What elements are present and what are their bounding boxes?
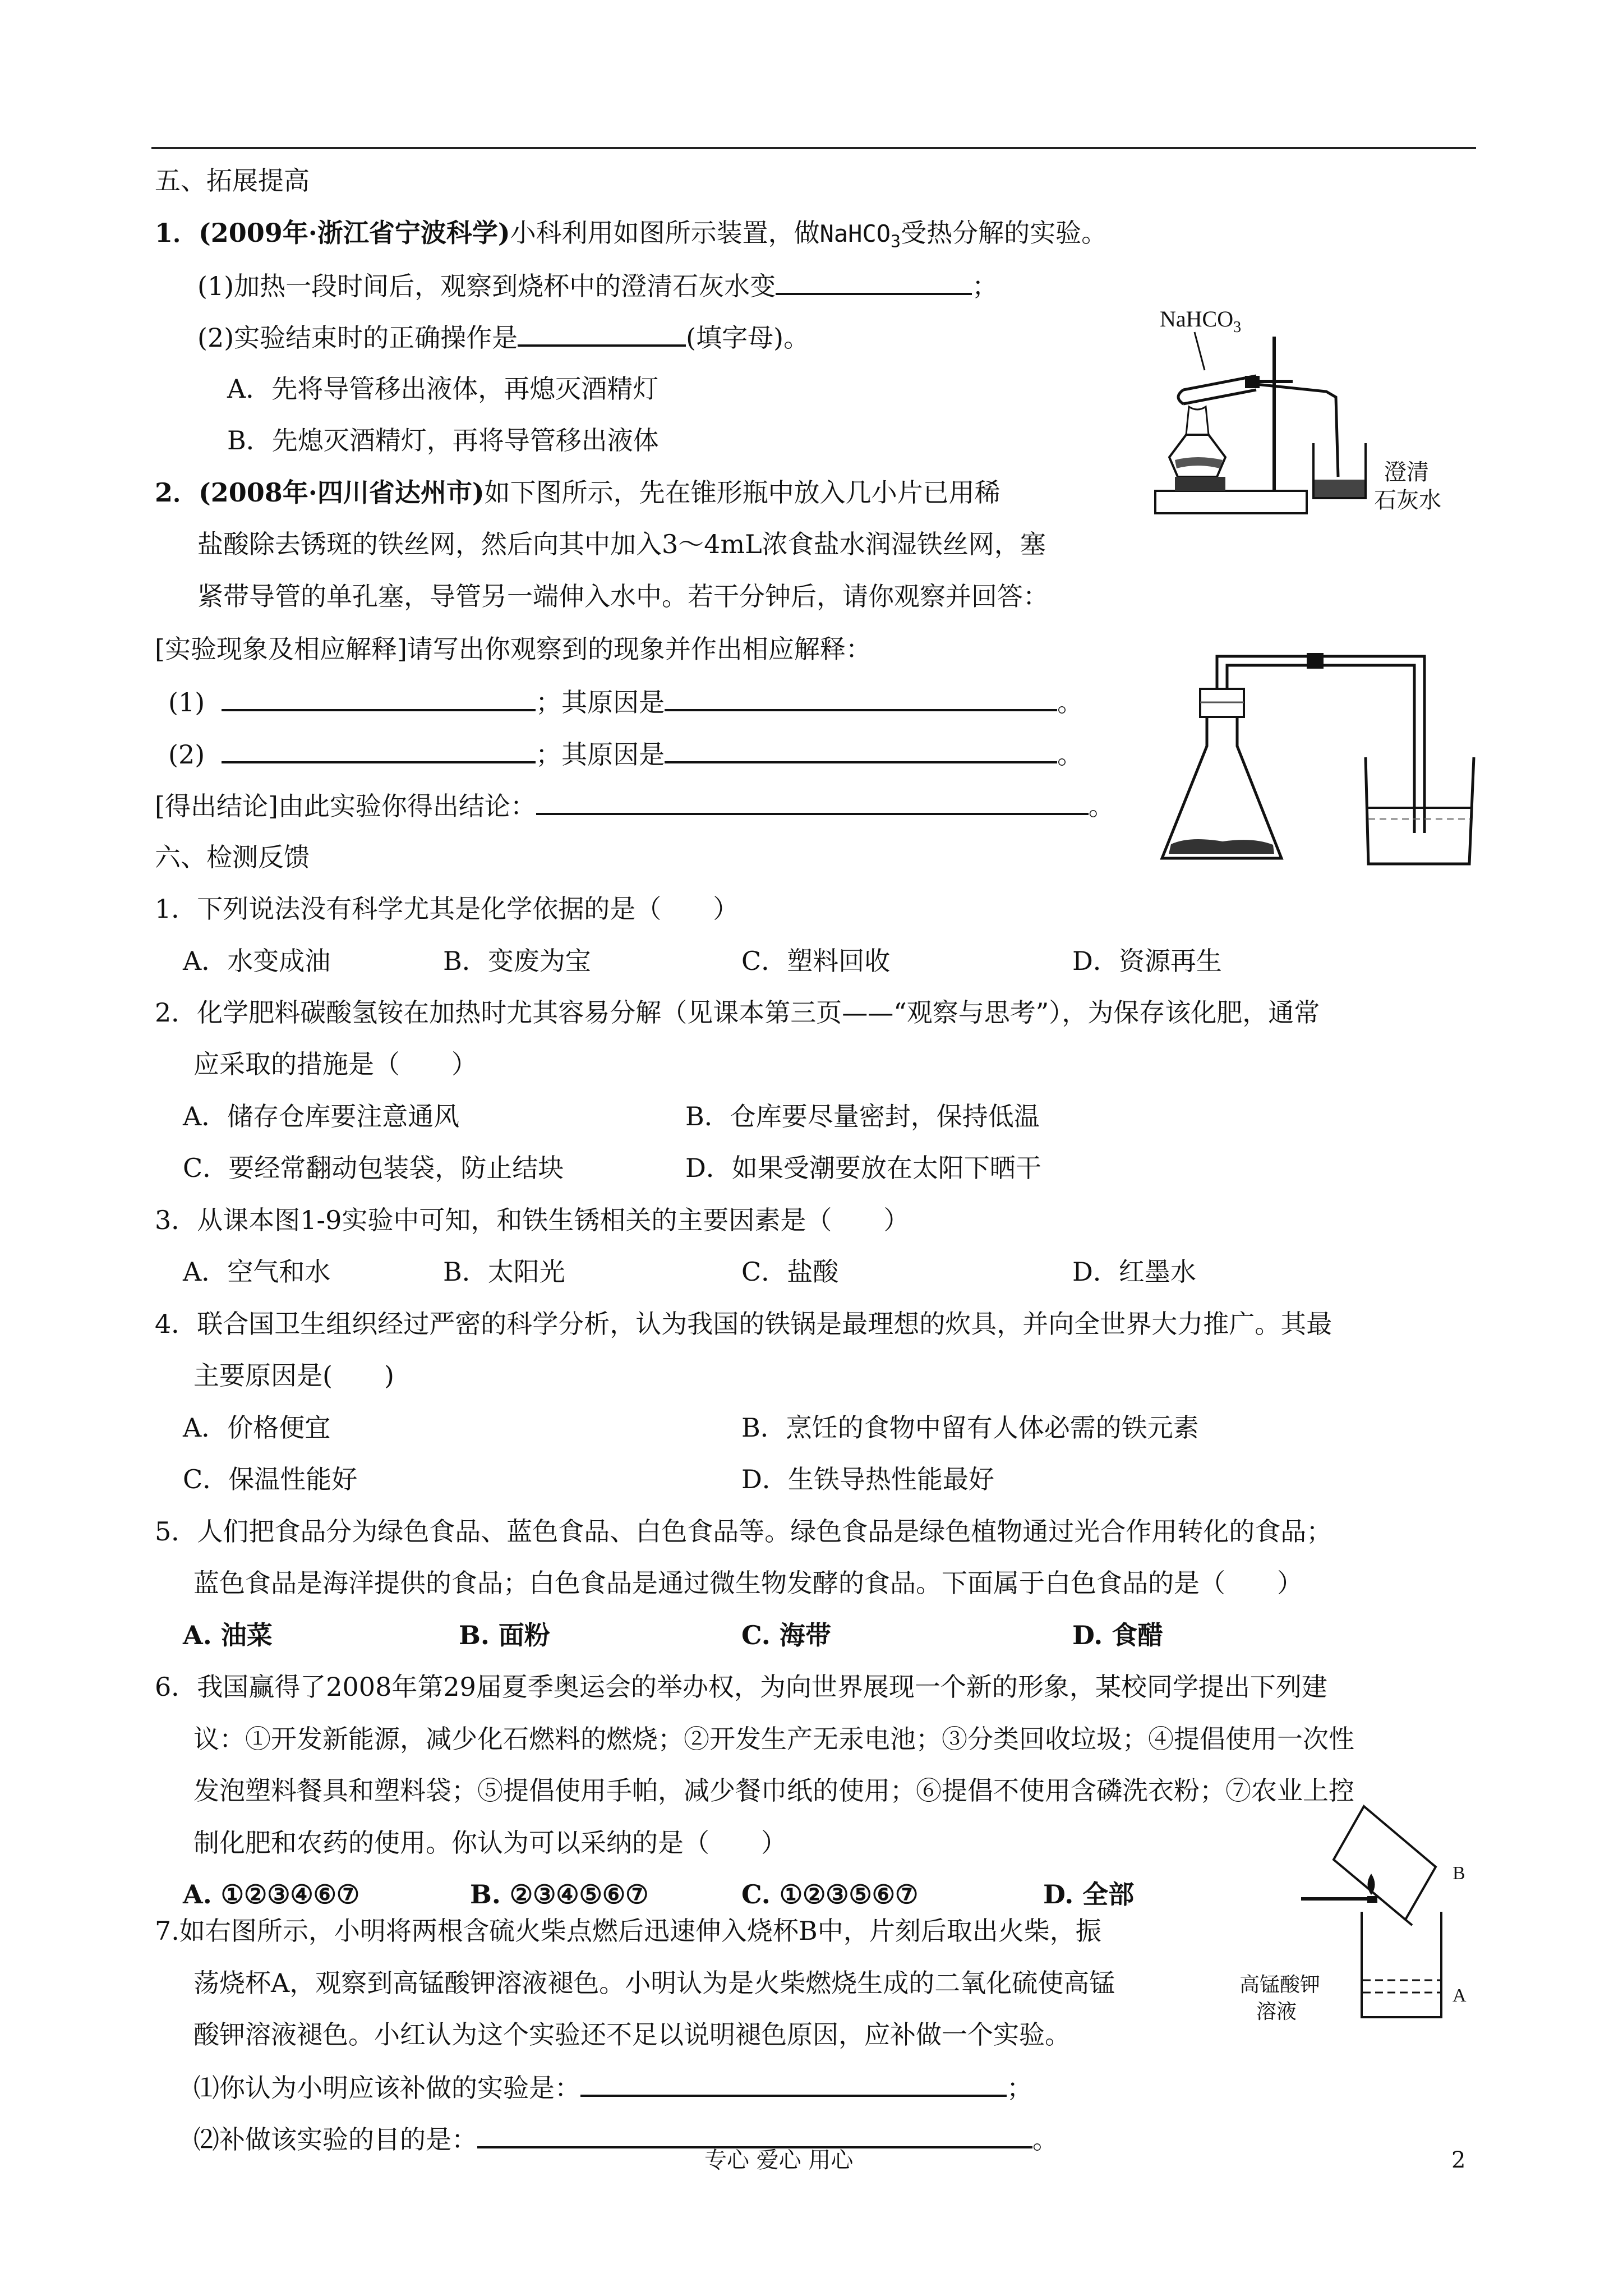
s6-q2-option-a[interactable]: A．储存仓库要注意通风	[183, 1101, 460, 1131]
s5-q1-option-b: B．先熄灭酒精灯，再将导管移出液体	[227, 425, 659, 455]
s6-q5-option-c[interactable]: C. 海带	[741, 1620, 831, 1650]
match-beaker-figure	[1234, 1795, 1492, 2031]
s6-q2-stem-2: 应采取的措施是（ ）	[193, 1049, 477, 1079]
svg-text:NaHCO3: NaHCO$_3$	[1160, 306, 1242, 336]
answer-blank[interactable]	[518, 320, 686, 347]
s6-q5-option-b[interactable]: B. 面粉	[459, 1620, 550, 1650]
footer-slogan: 专心 爱心 用心	[704, 2147, 854, 2173]
s5-q2-conclusion: [得出结论]由此实验你得出结论： 。	[155, 788, 1114, 823]
chem-formula: NaHCO$_3$	[819, 220, 901, 252]
s6-q3-option-a[interactable]: A．空气和水	[183, 1257, 331, 1287]
s5-q1-part2: (2)实验结束时的正确操作是 (填字母)。	[197, 320, 809, 355]
s6-q3-stem: 3．从课本图1-9实验中可知，和铁生锈相关的主要因素是（ ）	[155, 1205, 910, 1235]
s6-q6-option-a[interactable]: A. ①②③④⑥⑦	[183, 1879, 360, 1910]
s6-q2-option-b[interactable]: B．仓库要尽量密封，保持低温	[685, 1101, 1040, 1131]
s6-q1-option-c[interactable]: C．塑料回收	[741, 946, 891, 976]
answer-blank[interactable]	[665, 684, 1057, 711]
answer-blank[interactable]	[580, 2070, 1007, 2097]
s6-q3-option-c[interactable]: C．盐酸	[741, 1257, 839, 1287]
s6-q5-stem-1: 5．人们把食品分为绿色食品、蓝色食品、白色食品等。绿色食品是绿色植物通过光合作用转化的食品；	[155, 1516, 1332, 1547]
s5-q2-line3: 紧带导管的单孔塞，导管另一端伸入水中。若干分钟后，请你观察并回答：	[197, 581, 1049, 611]
q-text: 受热分解的实验。	[901, 218, 1108, 248]
section-6-heading: 六、检测反馈	[155, 842, 310, 872]
s5-q1-option-a: A．先将导管移出液体，再熄灭酒精灯	[227, 374, 659, 404]
svg-text:高锰酸钾: 高锰酸钾	[1239, 1973, 1321, 1996]
s6-q6-stem-1: 6．我国赢得了2008年第29届夏季奥运会的举办权，为向世界展现一个新的形象，某校同学提出下列建	[155, 1672, 1327, 1702]
s6-q7-stem-3: 酸钾溶液褪色。小红认为这个实验还不足以说明褪色原因，应补做一个实验。	[193, 2019, 1071, 2050]
s6-q6-option-c[interactable]: C. ①②③⑤⑥⑦	[741, 1879, 919, 1910]
svg-text:B: B	[1453, 1863, 1465, 1884]
s5-q1-stem	[155, 216, 1107, 259]
page-number: 2	[1451, 2147, 1466, 2173]
s6-q2-option-c[interactable]: C．要经常翻动包装袋，防止结块	[183, 1153, 564, 1183]
s6-q2-stem-1: 2．化学肥料碳酸氢铵在加热时尤其容易分解（见课本第三页——“观察与思考”），为保存该化肥，通常	[155, 997, 1320, 1028]
s5-q2-line1: 2．(2008年·四川省达州市)如下图所示，先在锥形瓶中放入几小片已用稀	[155, 477, 1000, 508]
answer-blank[interactable]	[776, 268, 972, 295]
s6-q4-option-d[interactable]: D．生铁导热性能最好	[741, 1464, 994, 1494]
s6-q1-option-d[interactable]: D．资源再生	[1072, 946, 1222, 976]
svg-text:石灰水: 石灰水	[1374, 487, 1441, 513]
s6-q2-option-d[interactable]: D．如果受潮要放在太阳下晒干	[685, 1153, 1041, 1183]
s6-q6-stem-4: 制化肥和农药的使用。你认为可以采纳的是（ ）	[193, 1828, 787, 1858]
s5-q2-line2: 盐酸除去锈斑的铁丝网，然后向其中加入3～4mL浓食盐水润湿铁丝网，塞	[197, 529, 1046, 559]
s6-q7-part2: ⑵补做该实验的目的是： 。	[193, 2122, 1058, 2156]
s6-q6-option-d[interactable]: D. 全部	[1043, 1879, 1135, 1910]
svg-text:澄清: 澄清	[1384, 459, 1429, 485]
q-number: 1．	[155, 218, 199, 248]
s6-q3-option-d[interactable]: D．红墨水	[1072, 1257, 1196, 1287]
s6-q5-option-a[interactable]: A. 油菜	[183, 1620, 273, 1650]
iron-rusting-flask-figure	[1155, 639, 1492, 869]
s6-q4-option-c[interactable]: C．保温性能好	[183, 1464, 358, 1494]
s6-q6-stem-2: 议：①开发新能源，减少化石燃料的燃烧；②开发生产无汞电池；③分类回收垃圾；④提倡使用一次性	[193, 1724, 1354, 1754]
nahco3-heating-apparatus-figure	[1144, 292, 1492, 533]
s6-q4-option-b[interactable]: B．烹饪的食物中留有人体必需的铁元素	[741, 1412, 1199, 1443]
s6-q1-stem: 1．下列说法没有科学尤其是化学依据的是（ ）	[155, 894, 739, 924]
answer-blank[interactable]	[222, 737, 536, 763]
s6-q4-option-a[interactable]: A．价格便宜	[183, 1412, 331, 1443]
svg-text:A: A	[1453, 1985, 1467, 2006]
s6-q7-stem-1: 7.如右图所示，小明将两根含硫火柴点燃后迅速伸入烧杯B中，片刻后取出火柴，振	[155, 1916, 1101, 1946]
header-rule	[151, 147, 1476, 149]
s5-q1-part1: (1)加热一段时间后，观察到烧杯中的澄清石灰水变 ；	[197, 268, 998, 303]
s5-q2-line4: [实验现象及相应解释]请写出你观察到的现象并作出相应解释：	[155, 634, 872, 664]
s6-q7-part1: ⑴你认为小明应该补做的实验是： ；	[193, 2070, 1032, 2105]
section-5-heading: 五、拓展提高	[155, 165, 310, 196]
answer-blank[interactable]	[536, 788, 1089, 815]
s6-q5-stem-2: 蓝色食品是海洋提供的食品；白色食品是通过微生物发酵的食品。下面属于白色食品的是（ ）	[193, 1568, 1303, 1598]
s6-q4-stem-2: 主要原因是( )	[193, 1360, 394, 1391]
s5-q2-response-1: (1) ；其原因是 。	[168, 684, 1083, 719]
s6-q1-option-b[interactable]: B．变废为宝	[443, 946, 591, 976]
s6-q6-option-b[interactable]: B. ②③④⑤⑥⑦	[470, 1879, 649, 1910]
s6-q7-stem-2: 荡烧杯A，观察到高锰酸钾溶液褪色。小明认为是火柴燃烧生成的二氧化硫使高锰	[193, 1968, 1115, 1998]
svg-text:溶液: 溶液	[1256, 2000, 1297, 2023]
answer-blank[interactable]	[665, 737, 1057, 763]
s6-q4-stem-1: 4．联合国卫生组织经过严密的科学分析，认为我国的铁锅是最理想的炊具，并向全世界大力推广。其最	[155, 1309, 1332, 1339]
s5-q2-response-2: (2) ；其原因是 。	[168, 737, 1083, 771]
answer-blank[interactable]	[222, 684, 536, 711]
q-text: 小科利用如图所示装置，做	[510, 218, 820, 248]
answer-blank[interactable]	[477, 2122, 1032, 2148]
s6-q3-option-b[interactable]: B．太阳光	[443, 1257, 565, 1287]
q-source: (2009年·浙江省宁波科学)	[199, 218, 510, 248]
s6-q5-option-d[interactable]: D. 食醋	[1072, 1620, 1164, 1650]
s6-q1-option-a[interactable]: A．水变成油	[183, 946, 331, 976]
s6-q6-stem-3: 发泡塑料餐具和塑料袋；⑤提倡使用手帕，减少餐巾纸的使用；⑥提倡不使用含磷洗衣粉；⑦农业上控	[193, 1775, 1354, 1806]
